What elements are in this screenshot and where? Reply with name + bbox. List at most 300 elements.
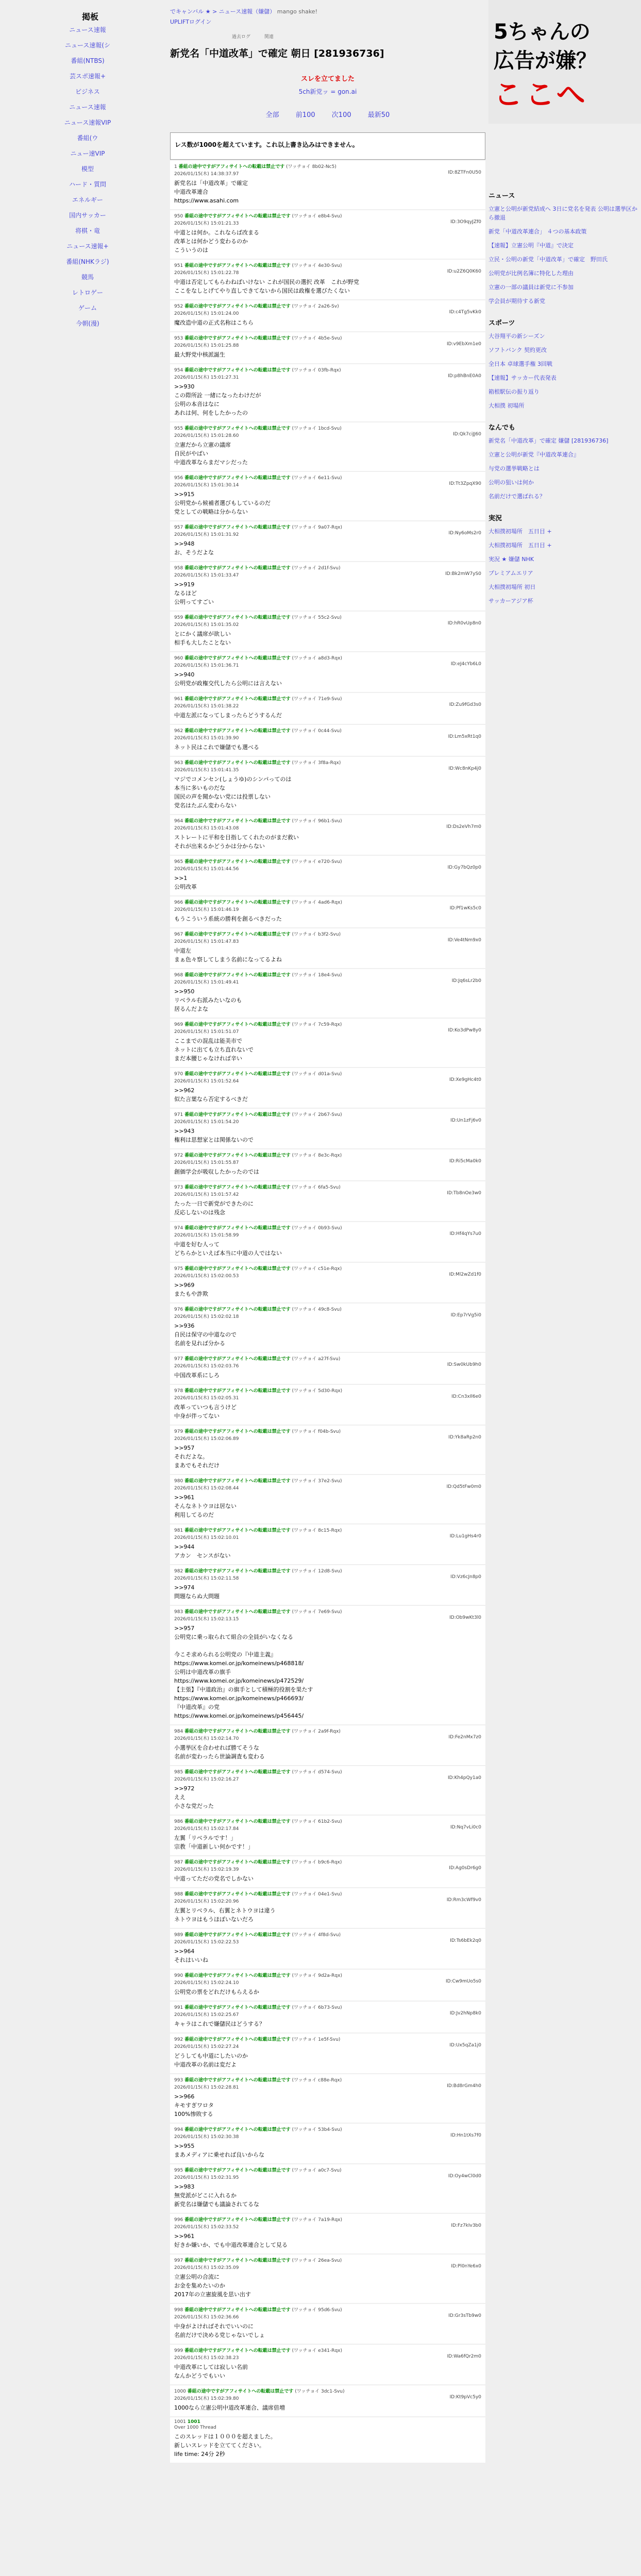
post-uid[interactable]: ID:u2Z6Q0K60 — [447, 269, 481, 274]
post-id-tag: (ワッチョイ 1e5f-Svu) — [292, 2037, 341, 2042]
news-entry — [488, 269, 641, 278]
post-author: 番組の途中ですがアフィサイトへの転載は禁止です — [184, 697, 291, 702]
post-uid[interactable]: ID:c4Tg5vKk0 — [449, 310, 481, 315]
post-uid[interactable]: ID:Xe9gHc4t0 — [449, 1077, 481, 1082]
nandemo-entry — [488, 436, 641, 445]
post-number[interactable]: 988 — [174, 1892, 183, 1897]
post-number[interactable]: 960 — [174, 656, 183, 661]
post-number[interactable]: 995 — [174, 2168, 183, 2173]
post — [170, 2214, 485, 2253]
post-body: >>943 権利は思想家とは関係ないので — [174, 1128, 254, 1143]
sidebar-item-link[interactable]: ゲーム — [78, 304, 97, 312]
post-uid[interactable]: ID:Lm5xRt1q0 — [448, 734, 481, 739]
post-author: 番組の途中ですがアフィサイトへの転載は禁止です — [184, 1479, 291, 1484]
post-number[interactable]: 980 — [174, 1479, 183, 1484]
post-author: 番組の途中ですがアフィサイトへの転載は禁止です — [184, 1860, 291, 1865]
post-number[interactable]: 986 — [174, 1819, 183, 1824]
sidebar-item[interactable] — [57, 84, 119, 99]
post-author: 番組の途中ですがアフィサイトへの転載は禁止です — [184, 900, 291, 905]
post-number[interactable]: 985 — [174, 1770, 183, 1775]
post-number[interactable]: 958 — [174, 566, 183, 571]
post — [170, 1149, 485, 1180]
post-number[interactable]: 957 — [174, 525, 183, 530]
sidebar-item-link[interactable]: 将棋・竜 — [75, 227, 100, 234]
post-uid[interactable]: ID:Fe2nMx7z0 — [448, 1735, 481, 1740]
post-uid[interactable]: ID:Kh4pQy1a0 — [447, 1775, 481, 1781]
post — [170, 856, 485, 895]
post-id-tag: (ワッチョイ 4f8d-Svu) — [292, 1933, 341, 1938]
sidebar-item-link[interactable]: 国内サッカー — [69, 212, 106, 219]
post-number[interactable]: 997 — [174, 2258, 183, 2263]
post-uid[interactable]: ID:Ko3dPw8y0 — [448, 1028, 481, 1033]
sidebar-item-link[interactable]: エネルギー — [72, 196, 103, 204]
sidebar-item[interactable] — [57, 53, 119, 69]
post-uid[interactable]: ID:Bd8rGm4h0 — [447, 2083, 481, 2089]
post-author: 番組の途中ですがアフィサイトへの転載は禁止です — [184, 932, 291, 937]
jikkyo-list — [488, 527, 641, 605]
post-body: マジでコメンセン(しょうゆ)のシンパってのは 本当に多いものだな 国民の声を聞かない党には投票しない 党名はたぶん変わらない — [174, 776, 292, 809]
post-id-tag: (ワッチョイ 37e2-Svu) — [292, 1479, 342, 1484]
post-number[interactable]: 984 — [174, 1729, 183, 1734]
sports-item[interactable]: 大谷翔平の新シーズン — [488, 333, 545, 340]
post-id-tag: (ワッチョイ e341-Rqx) — [292, 2348, 343, 2353]
sidebar-item-link[interactable]: ニュース速報+ — [66, 243, 109, 250]
post-uid[interactable]: ID:Jv2hNp8k0 — [449, 2011, 481, 2016]
post-body: >>955 まあメディアに乗せれば良いからな — [174, 2143, 265, 2158]
post — [170, 612, 485, 651]
news-item[interactable]: 新党「中道改革連合」 ４つの基本政策 — [488, 228, 587, 235]
post-body: 立憲公明の合流に お金を集めたいのか 2017年の立憲旋風を思い出す — [174, 2274, 251, 2298]
news-item[interactable]: 立民・公明の新党「中道改革」で確定 野田氏 — [488, 256, 608, 263]
post-body: >>972 ええ 小さな党だった — [174, 1785, 214, 1809]
sidebar-item[interactable] — [57, 130, 119, 146]
post-number[interactable]: 991 — [174, 2005, 183, 2010]
post-author: 番組の途中ですがアフィサイトへの転載は禁止です — [184, 2127, 291, 2132]
post-uid[interactable]: ID:Cw9mUo5s0 — [446, 1979, 481, 1984]
sidebar-item[interactable] — [57, 208, 119, 223]
post-number[interactable]: 968 — [174, 973, 183, 978]
sidebar-item[interactable] — [57, 239, 119, 254]
post-author: 番組の途中ですがアフィサイトへの転載は禁止です — [184, 1307, 291, 1312]
post-uid[interactable]: ID:Ri5cMa0k0 — [449, 1159, 481, 1164]
post — [170, 969, 485, 1018]
post-body: 創価学会が吸収したかったのでは — [174, 1168, 259, 1175]
post — [170, 815, 485, 855]
sidebar-item-link[interactable]: ビジネス — [75, 88, 100, 95]
breadcrumb-link[interactable]: でキャンバル ★ > ニュース速報（嫌儲） — [170, 8, 276, 15]
sidebar-item[interactable] — [57, 22, 119, 38]
post-number[interactable]: 951 — [174, 263, 183, 268]
post-number[interactable]: 983 — [174, 1609, 183, 1615]
promo-line1: スレを立てました — [300, 75, 355, 83]
pager-all[interactable]: 全部 — [265, 111, 279, 119]
news-item[interactable]: 立憲の一部の議員は新党に不参加 — [488, 284, 573, 291]
post-author: 番組の途中ですがアフィサイトへの転載は禁止です — [184, 1933, 291, 1938]
post-number[interactable]: 952 — [174, 304, 183, 309]
post-uid[interactable]: ID:Ve4tNm9x0 — [447, 938, 481, 943]
post-number[interactable]: 954 — [174, 368, 183, 373]
post-date: 2026/01/15(木) 15:02:14.70 — [174, 1736, 239, 1741]
post-number[interactable]: 967 — [174, 932, 183, 937]
post-uid[interactable]: ID:Ep7rVg5i0 — [450, 1313, 481, 1318]
post-date: 2026/01/15(木) 15:02:17.84 — [174, 1826, 239, 1832]
pager-latest50[interactable]: 最新50 — [367, 111, 390, 119]
post-uid[interactable]: ID:Gr3sTb9w0 — [448, 2313, 481, 2318]
post-date: 2026/01/15(木) 15:02:00.53 — [174, 1274, 239, 1279]
post-author: 番組の途中ですがアフィサイトへの転載は禁止です — [184, 1112, 291, 1117]
sidebar-item-link[interactable]: ニュー速VIP — [70, 150, 105, 157]
post-body: とにかく議席が欲しい 相手も大したことない — [174, 631, 231, 646]
post-date: 2026/01/15(木) 15:02:39.80 — [174, 2396, 239, 2401]
post-body: >>961 好きか嫌いか、でも中道改革連合として見る — [174, 2233, 288, 2248]
post-uid[interactable]: ID:3O9qyJZf0 — [450, 219, 481, 225]
post-uid[interactable]: ID:Lu1gHs4r0 — [449, 1534, 481, 1539]
sports-entry — [488, 360, 641, 368]
post — [170, 1263, 485, 1302]
post — [170, 2304, 485, 2344]
post-number[interactable]: 972 — [174, 1153, 183, 1158]
post-author: 番組の途中ですがアフィサイトへの転載は禁止です — [187, 2389, 294, 2394]
pager-top — [170, 109, 485, 119]
sidebar-item-link[interactable]: レトロゲー — [72, 289, 103, 296]
sidebar-item[interactable] — [57, 161, 119, 177]
sidebar-item-link[interactable]: 番組(NTBS) — [71, 57, 105, 64]
post — [170, 1856, 485, 1887]
post-date: 2026/01/15(木) 15:02:28.81 — [174, 2085, 239, 2090]
over-1000-notice: レス数が1000を超えています。これ以上書き込みはできません。 — [170, 132, 485, 160]
post — [170, 210, 485, 259]
post-uid[interactable]: ID:8ZTFn0U50 — [448, 170, 481, 175]
sports-item[interactable]: 箱根駅伝の振り返り — [488, 388, 539, 395]
post-number[interactable]: 966 — [174, 900, 183, 905]
post-uid[interactable]: ID:Vz6cJn8p0 — [450, 1574, 481, 1580]
post-uid[interactable]: ID:Hn1tXs7f0 — [450, 2133, 481, 2138]
sidebar-item-link[interactable]: ニュース速報(シ — [64, 42, 111, 49]
login-link[interactable]: UPLIFTログイン — [170, 19, 212, 25]
nandemo-item[interactable]: 立憲と公明が新党『中道改革連合』 — [488, 451, 579, 458]
post-date: 2026/01/15(木) 15:02:36.66 — [174, 2315, 239, 2320]
post-number[interactable]: 961 — [174, 697, 183, 702]
ad-banner[interactable] — [488, 0, 641, 124]
sports-entry — [488, 332, 641, 341]
sidebar-item[interactable] — [57, 269, 119, 285]
post-author: 番組の途中ですがアフィサイトへの転載は禁止です — [184, 2168, 291, 2173]
post-id-tag: (ワッチョイ b9c6-Rqx) — [292, 1860, 342, 1865]
post-date: 2026/01/15(木) 15:01:43.08 — [174, 826, 239, 831]
jikkyo-item[interactable]: 実況 ★ 嫌儲 NHK — [488, 556, 534, 563]
sports-item[interactable]: 全日本 卓球選手権 3回戦 — [488, 361, 552, 367]
pager-next100[interactable]: 次100 — [331, 111, 351, 119]
post-number[interactable]: 1001 — [174, 2419, 186, 2425]
post-uid[interactable]: ID:eJ4cYb6L0 — [450, 662, 481, 667]
post-uid[interactable]: ID:Tt3ZpqX90 — [449, 481, 481, 486]
post-number[interactable]: 965 — [174, 859, 183, 865]
post-body: 中道を好む人って どちらかといえば本当に中道の人ではない — [174, 1241, 282, 1257]
post-number[interactable]: 964 — [174, 819, 183, 824]
sidebar-item-link[interactable]: 今朝(漫) — [76, 320, 99, 327]
post-date: 2026/01/15(木) 15:01:38.22 — [174, 704, 239, 709]
post — [170, 472, 485, 520]
post-id-tag: (ワッチョイ e720-Svu) — [292, 859, 342, 865]
post-author: 番組の途中ですがアフィサイトへの転載は禁止です — [184, 1973, 291, 1978]
post-uid[interactable]: ID:Sw0kUb9h0 — [447, 1362, 481, 1367]
post-number[interactable]: 987 — [174, 1860, 183, 1865]
post — [170, 1109, 485, 1148]
post-uid[interactable]: ID:Pf1wKs5c0 — [449, 906, 481, 911]
sidebar-item-link[interactable]: 模型 — [81, 165, 94, 173]
post-date: 2026/01/15(木) 15:01:21.33 — [174, 221, 239, 226]
sports-entry — [488, 401, 641, 410]
post-date: 2026/01/15(木) 15:02:25.67 — [174, 2012, 239, 2018]
post-author: 番組の途中ですがアフィサイトへの転載は禁止です — [184, 1729, 291, 1734]
post-date: 2026/01/15(木) 15:01:49.41 — [174, 980, 239, 985]
post-number[interactable]: 973 — [174, 1185, 183, 1190]
post-id-tag: (ワッチョイ a8d3-Rqx) — [292, 656, 342, 661]
post-uid[interactable]: ID:Pl0nYe6x0 — [451, 2264, 481, 2269]
post-number[interactable]: 999 — [174, 2348, 183, 2353]
sidebar-item[interactable] — [57, 285, 119, 300]
post-body: ここまでの混乱は能美市で ネットに出ても立ち直れないで まだ本腰じゃなければ辛い — [174, 1038, 254, 1062]
nandemo-entry — [488, 450, 641, 459]
post-author: 番組の途中ですがアフィサイトへの転載は禁止です — [184, 1528, 291, 1533]
sidebar-item[interactable] — [57, 300, 119, 316]
jikkyo-item[interactable]: サッカーアジア杯 — [488, 598, 533, 604]
post-body: たった一日で新党ができたのに 反応しないのは残念 — [174, 1200, 254, 1216]
tab-past-log[interactable]: 過去ログ — [232, 35, 251, 40]
post-number[interactable]: 950 — [174, 214, 183, 219]
post-body: >>983 無党派がどこに入れるか 新党名は嫌儲でも議論されてるな — [174, 2183, 259, 2208]
post-date: 2026/01/15(木) 15:01:46.19 — [174, 907, 239, 912]
sidebar-item-link[interactable]: ニュース速報VIP — [64, 119, 111, 126]
post-number[interactable]: 982 — [174, 1569, 183, 1574]
post-uid[interactable]: ID:Cn3xIl6e0 — [451, 1394, 481, 1399]
tab-related[interactable]: 関連 — [264, 35, 274, 40]
post-number[interactable]: 969 — [174, 1022, 183, 1027]
post-id-tag: (ワッチョイ 9a07-Rqx) — [292, 525, 342, 530]
post — [170, 364, 485, 421]
sidebar-item-link[interactable]: 番組(ウ — [77, 134, 98, 142]
sidebar-item[interactable] — [57, 177, 119, 192]
sidebar-item-link[interactable]: 芸スポ速報+ — [69, 73, 106, 80]
post-number[interactable]: 962 — [174, 728, 183, 734]
post-number[interactable]: 975 — [174, 1266, 183, 1272]
post-uid[interactable]: ID:p8hBnE0A0 — [448, 374, 481, 379]
post-number[interactable]: 1 — [174, 164, 177, 170]
jikkyo-entry — [488, 527, 641, 536]
post-body: >>957 それだよな。 まあでもそれだけ — [174, 1445, 220, 1469]
promo-line2[interactable]: 5ch新党ッ = gon.ai — [298, 88, 357, 95]
post-id-tag: (ワッチョイ 1bcd-Svu) — [292, 426, 342, 431]
sidebar-item[interactable] — [57, 115, 119, 130]
post-author: 番組の途中ですがアフィサイトへの転載は禁止です — [184, 859, 291, 865]
post-date: 2026/01/15(木) 15:01:58.99 — [174, 1233, 239, 1238]
post-body: 中道改革にしては寂しい名前 なんかどうでもいい — [174, 2364, 248, 2379]
post-id-tag: (ワッチョイ 2a26-Sv) — [292, 304, 339, 309]
post-number[interactable]: 978 — [174, 1388, 183, 1394]
post-number[interactable]: 977 — [174, 1357, 183, 1362]
post-number[interactable]: 990 — [174, 1973, 183, 1978]
post-id-tag: (ワッチョイ 4b5e-Svu) — [292, 336, 342, 341]
post-author: 番組の途中ですがアフィサイトへの転載は禁止です — [184, 1153, 291, 1158]
post-uid[interactable]: ID:Wa6fQr2m0 — [447, 2354, 481, 2359]
sidebar-item[interactable] — [57, 69, 119, 84]
post-uid[interactable]: ID:Oy4wCl0d0 — [448, 2174, 481, 2179]
thread-tabs — [232, 33, 485, 40]
post — [170, 332, 485, 363]
post-id-tag: (ワッチョイ 6fa5-Svu) — [292, 1185, 341, 1190]
breadcrumb-tail: mango shake! — [277, 8, 317, 15]
post-id-tag: (ワッチョイ 3dc1-Svu) — [295, 2389, 345, 2394]
post-body: 改革っていつも言うけど 中身が伴ってない — [174, 1404, 237, 1419]
post — [170, 1019, 485, 1067]
post-uid[interactable]: ID:hR0vUp8n0 — [447, 621, 481, 626]
nandemo-item[interactable]: 与党の選挙戦略とは — [488, 465, 539, 472]
post-uid[interactable]: ID:Ny6oMs2r0 — [448, 531, 481, 536]
post-date: 2026/01/15(木) 15:01:24.00 — [174, 311, 239, 316]
post-id-tag: (ワッチョイ a27f-Svu) — [292, 1357, 341, 1362]
post — [170, 521, 485, 561]
post-author: 番組の途中ですがアフィサイトへの転載は禁止です — [184, 214, 291, 219]
sidebar-item-link[interactable]: 番組(NHKラジ) — [66, 258, 109, 265]
jikkyo-entry — [488, 583, 641, 591]
post-number[interactable]: 1000 — [174, 2389, 186, 2394]
post-uid[interactable]: ID:Hf4qYs7u0 — [449, 1231, 481, 1236]
post-id-tag: (ワッチョイ 04e1-Svu) — [292, 1892, 342, 1897]
sidebar-item[interactable] — [57, 223, 119, 239]
post-number[interactable]: 963 — [174, 760, 183, 766]
post-uid[interactable]: ID:Ob9wKt3l0 — [449, 1615, 481, 1620]
post-number[interactable]: 979 — [174, 1429, 183, 1434]
post-uid[interactable]: ID:Qk7ciJJ60 — [453, 432, 481, 437]
post-uid[interactable]: ID:Tb8nOe3w0 — [447, 1191, 481, 1196]
news-item[interactable]: 公明党が比例名簿に特化した理由 — [488, 270, 573, 277]
sidebar-item-link[interactable]: 競馬 — [81, 274, 94, 281]
sidebar-item[interactable] — [57, 192, 119, 208]
post-uid[interactable]: ID:Kt9pVc5y0 — [449, 2395, 481, 2400]
sidebar-item[interactable] — [57, 316, 119, 331]
post-uid[interactable]: ID:v9EbXm1e0 — [447, 342, 481, 347]
post-author: 番組の途中ですがアフィサイトへの転載は禁止です — [184, 336, 291, 341]
post-id-tag: (ワッチョイ 4ad6-Rqx) — [292, 900, 342, 905]
post-author: 1001 — [187, 2419, 200, 2425]
post-body: >>966 キモすぎワロタ 100%惨敗する — [174, 2093, 214, 2117]
post-date: 2026/01/15(木) 15:01:25.88 — [174, 343, 239, 348]
post-number[interactable]: 974 — [174, 1226, 183, 1231]
jikkyo-entry — [488, 555, 641, 564]
post — [170, 1222, 485, 1262]
nandemo-item[interactable]: 新党名「中道改革」で確定 嫌儲 [281936736] — [488, 437, 609, 444]
news-item[interactable]: 立憲と公明が新党結成へ 3日に党名を発表 公明は選挙区から撤退 — [488, 206, 637, 221]
post-author: 番組の途中ですがアフィサイトへの転載は禁止です — [184, 1429, 291, 1434]
nandemo-entry — [488, 464, 641, 473]
post-number[interactable]: 955 — [174, 426, 183, 431]
post-author: 番組の途中ですがアフィサイトへの転載は禁止です — [184, 263, 291, 268]
post-uid[interactable]: ID:Qd5tFw0m0 — [446, 1484, 481, 1489]
post-uid[interactable]: ID:Gy7bQz0p0 — [447, 865, 481, 870]
jikkyo-item[interactable]: 大相撲初場所 五日目 + — [488, 528, 552, 535]
sports-item[interactable]: ソフトバンク 契約更改 — [488, 347, 547, 353]
post-number[interactable]: 994 — [174, 2127, 183, 2132]
post-date: 2026/01/15(木) 15:02:27.24 — [174, 2044, 239, 2049]
sidebar-item-link[interactable]: ニュース速報 — [69, 104, 106, 111]
post-number[interactable]: 976 — [174, 1307, 183, 1312]
pager-prev100[interactable]: 前100 — [295, 111, 315, 119]
post-uid[interactable]: ID:Rm3cWf9v0 — [446, 1897, 481, 1903]
post-number[interactable]: 956 — [174, 476, 183, 481]
post-number[interactable]: 993 — [174, 2078, 183, 2083]
nandemo-item[interactable]: 公明の狙いは何か — [488, 479, 534, 486]
sports-item[interactable]: 大相撲 初場所 — [488, 402, 525, 409]
jikkyo-item[interactable]: プレミアムエリア — [488, 570, 533, 577]
post — [170, 161, 485, 209]
post-uid[interactable]: ID:Fz7kIv3b0 — [451, 2223, 481, 2228]
post-uid[interactable]: ID:Ds2eVh7m0 — [446, 824, 481, 829]
post-number[interactable]: 981 — [174, 1528, 183, 1533]
sidebar-item-link[interactable]: ニュース速報 — [69, 26, 106, 33]
jikkyo-item[interactable]: 大相撲初場所 五日目 + — [488, 542, 552, 549]
sidebar-item[interactable] — [57, 99, 119, 115]
post-number[interactable]: 971 — [174, 1112, 183, 1117]
post-date: 2026/01/15(木) 15:01:31.92 — [174, 532, 239, 537]
post-author: 番組の途中ですがアフィサイトへの転載は禁止です — [184, 1185, 291, 1190]
sidebar-item-link[interactable]: ハード・質問 — [69, 181, 106, 188]
post-body: 中道とは何か。これならば改まる 改革とは何かどう変わるのか こういうのは — [174, 229, 259, 253]
post — [170, 1524, 485, 1564]
post-uid[interactable]: ID:Yk8aRp2n0 — [448, 1435, 481, 1440]
post-number[interactable]: 970 — [174, 1072, 183, 1077]
news-item[interactable]: 学会員が期待する新党 — [488, 298, 545, 304]
post-id-tag: (ワッチョイ 12d8-Svu) — [292, 1569, 342, 1574]
post-uid[interactable]: ID:Ml2wZd1f0 — [449, 1272, 481, 1277]
sidebar-item[interactable] — [57, 146, 119, 161]
post-uid[interactable]: ID:Nq7vLi0c0 — [450, 1825, 481, 1830]
post-uid[interactable]: ID:Ag0sDr6g0 — [449, 1866, 481, 1871]
post-uid[interactable]: ID:Jq6sLr2b0 — [451, 978, 481, 984]
post-number[interactable]: 959 — [174, 615, 183, 620]
post-date: 2026/01/15(木) 15:01:33.47 — [174, 573, 239, 578]
jikkyo-item[interactable]: 大相撲初場所 初日 — [488, 584, 536, 590]
post-number[interactable]: 996 — [174, 2217, 183, 2223]
news-entry — [488, 283, 641, 292]
post-number[interactable]: 953 — [174, 336, 183, 341]
post-id-tag: (ワッチョイ 8e3c-Rqx) — [292, 1153, 342, 1158]
ad-line1: 5ちゃんの — [494, 20, 591, 44]
post-uid[interactable]: ID:Wc8nKp4j0 — [448, 766, 481, 771]
sidebar-item[interactable] — [57, 38, 119, 53]
post-date: 2026/01/15(木) 15:01:51.07 — [174, 1029, 239, 1035]
post-author: 番組の途中ですがアフィサイトへの転載は禁止です — [184, 525, 291, 530]
post-uid[interactable]: ID:Zu9fGd3s0 — [449, 702, 481, 707]
post-body: 小選挙区を合わせれば勝てそうな 名前が変わったら世論調査も変わる — [174, 1744, 265, 1760]
post-id-tag: (ワッチョイ 6b73-Svu) — [292, 2005, 342, 2010]
nandemo-item[interactable]: 名前だけで選ばれる？ — [488, 493, 545, 500]
post-number[interactable]: 992 — [174, 2037, 183, 2042]
news-item[interactable]: 【速報】立憲公明『中道』で決定 — [488, 242, 573, 249]
post-uid[interactable]: ID:Ts6bEk2q0 — [450, 1938, 481, 1943]
post-body: >>930 この際所詮 一緒になったわけだが 公明の本音はなに あれは何、何をしたかったの — [174, 383, 261, 416]
post-uid[interactable]: ID:Un1zFj6v0 — [450, 1118, 481, 1123]
post-number[interactable]: 989 — [174, 1933, 183, 1938]
post-uid[interactable]: ID:Bk2mW7yS0 — [445, 571, 481, 577]
sports-item[interactable]: 【速報】サッカー代表発表 — [488, 375, 556, 381]
post-author: 番組の途中ですがアフィサイトへの転載は禁止です — [184, 304, 291, 309]
sidebar-item[interactable] — [57, 254, 119, 269]
post-date: 2026/01/15(木) 15:01:30.14 — [174, 483, 239, 488]
post-id-tag: (ワッチョイ 0b93-Svu) — [292, 1226, 342, 1231]
post — [170, 1888, 485, 1928]
post-number[interactable]: 998 — [174, 2308, 183, 2313]
post-uid[interactable]: ID:Ux5qZa1j0 — [449, 2043, 481, 2048]
